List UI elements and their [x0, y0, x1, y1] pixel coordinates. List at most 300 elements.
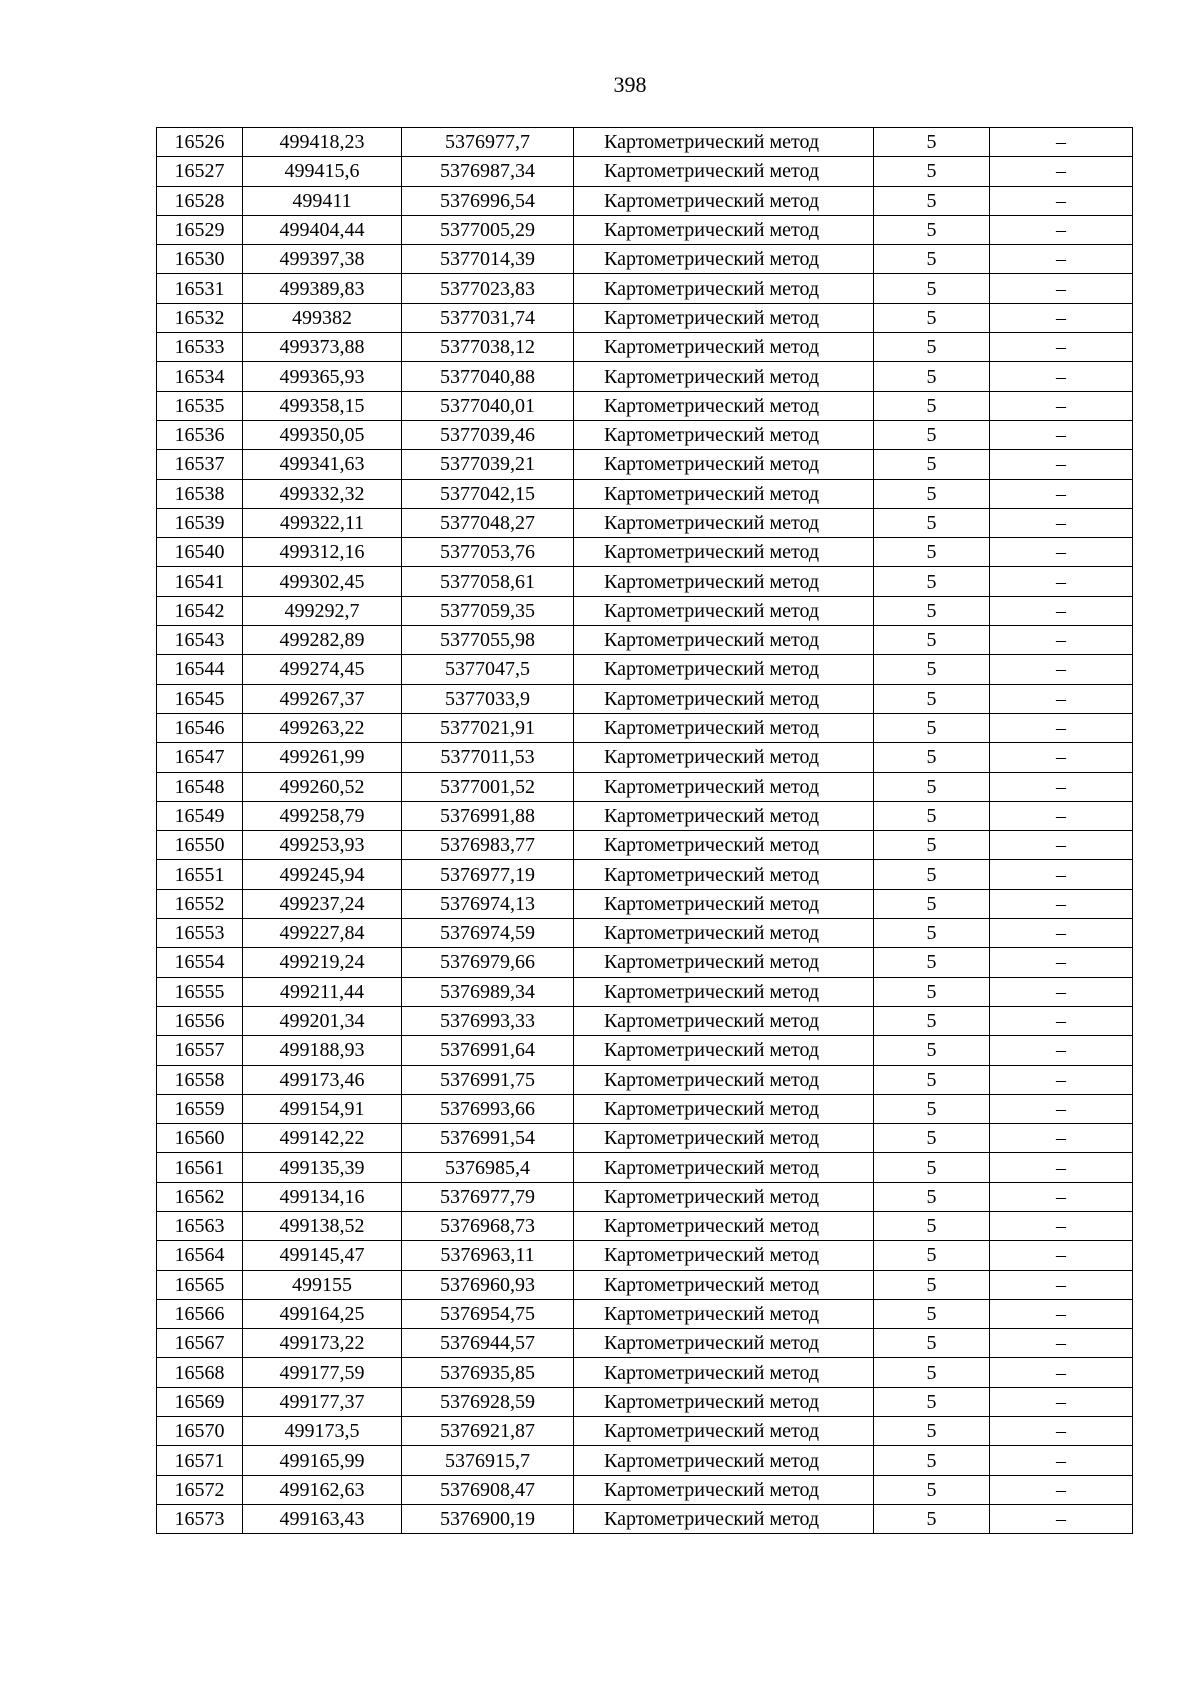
table-row — [157, 333, 1133, 362]
accuracy-cell: 5 — [874, 1417, 990, 1446]
coordinates-table — [156, 127, 1133, 1534]
accuracy-cell: 5 — [874, 567, 990, 596]
y-coordinate-cell: 5376935,85 — [402, 1358, 574, 1387]
note-cell: – — [990, 538, 1133, 567]
x-coordinate-cell: 499177,59 — [243, 1358, 402, 1387]
point-number-cell: 16535 — [157, 391, 243, 420]
point-number-cell: 16532 — [157, 303, 243, 332]
accuracy-cell: 5 — [874, 157, 990, 186]
x-coordinate-cell: 499418,23 — [243, 128, 402, 157]
table-row — [157, 215, 1133, 244]
accuracy-cell: 5 — [874, 1094, 990, 1123]
x-coordinate-cell: 499227,84 — [243, 919, 402, 948]
note-cell: – — [990, 333, 1133, 362]
method-cell: Картометрический метод — [574, 567, 874, 596]
x-coordinate-cell: 499260,52 — [243, 772, 402, 801]
method-cell: Картометрический метод — [574, 1241, 874, 1270]
table-row — [157, 157, 1133, 186]
table-row — [157, 567, 1133, 596]
point-number-cell: 16558 — [157, 1065, 243, 1094]
note-cell: – — [990, 128, 1133, 157]
accuracy-cell: 5 — [874, 479, 990, 508]
note-cell: – — [990, 1124, 1133, 1153]
accuracy-cell: 5 — [874, 538, 990, 567]
point-number-cell: 16537 — [157, 450, 243, 479]
method-cell: Картометрический метод — [574, 1387, 874, 1416]
method-cell: Картометрический метод — [574, 655, 874, 684]
accuracy-cell: 5 — [874, 1124, 990, 1153]
table-row — [157, 889, 1133, 918]
note-cell: – — [990, 684, 1133, 713]
method-cell: Картометрический метод — [574, 713, 874, 742]
x-coordinate-cell: 499135,39 — [243, 1153, 402, 1182]
accuracy-cell: 5 — [874, 801, 990, 830]
y-coordinate-cell: 5376977,79 — [402, 1182, 574, 1211]
point-number-cell: 16557 — [157, 1036, 243, 1065]
accuracy-cell: 5 — [874, 948, 990, 977]
accuracy-cell: 5 — [874, 1065, 990, 1094]
y-coordinate-cell: 5376928,59 — [402, 1387, 574, 1416]
table-row — [157, 420, 1133, 449]
y-coordinate-cell: 5376991,88 — [402, 801, 574, 830]
table-body — [157, 128, 1133, 1534]
method-cell: Картометрический метод — [574, 1270, 874, 1299]
table-row — [157, 860, 1133, 889]
method-cell: Картометрический метод — [574, 450, 874, 479]
accuracy-cell: 5 — [874, 831, 990, 860]
method-cell: Картометрический метод — [574, 684, 874, 713]
x-coordinate-cell: 499397,38 — [243, 245, 402, 274]
accuracy-cell: 5 — [874, 333, 990, 362]
method-cell: Картометрический метод — [574, 1475, 874, 1504]
accuracy-cell: 5 — [874, 772, 990, 801]
table-row — [157, 1358, 1133, 1387]
x-coordinate-cell: 499302,45 — [243, 567, 402, 596]
point-number-cell: 16526 — [157, 128, 243, 157]
table-row — [157, 713, 1133, 742]
method-cell: Картометрический метод — [574, 948, 874, 977]
table-row — [157, 919, 1133, 948]
accuracy-cell: 5 — [874, 713, 990, 742]
y-coordinate-cell: 5376974,59 — [402, 919, 574, 948]
method-cell: Картометрический метод — [574, 1211, 874, 1240]
x-coordinate-cell: 499312,16 — [243, 538, 402, 567]
method-cell: Картометрический метод — [574, 889, 874, 918]
x-coordinate-cell: 499237,24 — [243, 889, 402, 918]
note-cell: – — [990, 1358, 1133, 1387]
point-number-cell: 16544 — [157, 655, 243, 684]
x-coordinate-cell: 499261,99 — [243, 743, 402, 772]
x-coordinate-cell: 499341,63 — [243, 450, 402, 479]
note-cell: – — [990, 772, 1133, 801]
x-coordinate-cell: 499389,83 — [243, 274, 402, 303]
x-coordinate-cell: 499173,5 — [243, 1417, 402, 1446]
accuracy-cell: 5 — [874, 1241, 990, 1270]
accuracy-cell: 5 — [874, 919, 990, 948]
table-row — [157, 1182, 1133, 1211]
method-cell: Картометрический метод — [574, 1446, 874, 1475]
point-number-cell: 16571 — [157, 1446, 243, 1475]
table-row — [157, 626, 1133, 655]
note-cell: – — [990, 567, 1133, 596]
method-cell: Картометрический метод — [574, 860, 874, 889]
accuracy-cell: 5 — [874, 743, 990, 772]
method-cell: Картометрический метод — [574, 215, 874, 244]
y-coordinate-cell: 5376977,7 — [402, 128, 574, 157]
method-cell: Картометрический метод — [574, 1036, 874, 1065]
method-cell: Картометрический метод — [574, 1504, 874, 1533]
point-number-cell: 16559 — [157, 1094, 243, 1123]
note-cell: – — [990, 1299, 1133, 1328]
x-coordinate-cell: 499350,05 — [243, 420, 402, 449]
y-coordinate-cell: 5377048,27 — [402, 508, 574, 537]
x-coordinate-cell: 499162,63 — [243, 1475, 402, 1504]
y-coordinate-cell: 5376979,66 — [402, 948, 574, 977]
y-coordinate-cell: 5377011,53 — [402, 743, 574, 772]
accuracy-cell: 5 — [874, 391, 990, 420]
note-cell: – — [990, 1387, 1133, 1416]
note-cell: – — [990, 889, 1133, 918]
note-cell: – — [990, 1417, 1133, 1446]
note-cell: – — [990, 508, 1133, 537]
x-coordinate-cell: 499163,43 — [243, 1504, 402, 1533]
y-coordinate-cell: 5376996,54 — [402, 186, 574, 215]
y-coordinate-cell: 5377031,74 — [402, 303, 574, 332]
x-coordinate-cell: 499415,6 — [243, 157, 402, 186]
x-coordinate-cell: 499201,34 — [243, 1006, 402, 1035]
note-cell: – — [990, 1241, 1133, 1270]
point-number-cell: 16539 — [157, 508, 243, 537]
note-cell: – — [990, 977, 1133, 1006]
method-cell: Картометрический метод — [574, 128, 874, 157]
x-coordinate-cell: 499282,89 — [243, 626, 402, 655]
accuracy-cell: 5 — [874, 362, 990, 391]
x-coordinate-cell: 499219,24 — [243, 948, 402, 977]
point-number-cell: 16568 — [157, 1358, 243, 1387]
method-cell: Картометрический метод — [574, 1094, 874, 1123]
accuracy-cell: 5 — [874, 596, 990, 625]
point-number-cell: 16541 — [157, 567, 243, 596]
accuracy-cell: 5 — [874, 1153, 990, 1182]
point-number-cell: 16546 — [157, 713, 243, 742]
method-cell: Картометрический метод — [574, 274, 874, 303]
accuracy-cell: 5 — [874, 508, 990, 537]
x-coordinate-cell: 499373,88 — [243, 333, 402, 362]
method-cell: Картометрический метод — [574, 1006, 874, 1035]
note-cell: – — [990, 1211, 1133, 1240]
table-row — [157, 1417, 1133, 1446]
note-cell: – — [990, 1094, 1133, 1123]
method-cell: Картометрический метод — [574, 919, 874, 948]
point-number-cell: 16563 — [157, 1211, 243, 1240]
accuracy-cell: 5 — [874, 245, 990, 274]
accuracy-cell: 5 — [874, 450, 990, 479]
point-number-cell: 16527 — [157, 157, 243, 186]
point-number-cell: 16556 — [157, 1006, 243, 1035]
point-number-cell: 16560 — [157, 1124, 243, 1153]
table-row — [157, 479, 1133, 508]
point-number-cell: 16553 — [157, 919, 243, 948]
table-row — [157, 508, 1133, 537]
table-row — [157, 1065, 1133, 1094]
y-coordinate-cell: 5377059,35 — [402, 596, 574, 625]
y-coordinate-cell: 5377001,52 — [402, 772, 574, 801]
accuracy-cell: 5 — [874, 128, 990, 157]
table-row — [157, 1475, 1133, 1504]
point-number-cell: 16566 — [157, 1299, 243, 1328]
point-number-cell: 16567 — [157, 1329, 243, 1358]
method-cell: Картометрический метод — [574, 420, 874, 449]
accuracy-cell: 5 — [874, 1006, 990, 1035]
point-number-cell: 16534 — [157, 362, 243, 391]
accuracy-cell: 5 — [874, 1475, 990, 1504]
y-coordinate-cell: 5376900,19 — [402, 1504, 574, 1533]
y-coordinate-cell: 5377039,21 — [402, 450, 574, 479]
table-row — [157, 801, 1133, 830]
x-coordinate-cell: 499145,47 — [243, 1241, 402, 1270]
y-coordinate-cell: 5376993,33 — [402, 1006, 574, 1035]
accuracy-cell: 5 — [874, 977, 990, 1006]
note-cell: – — [990, 245, 1133, 274]
x-coordinate-cell: 499138,52 — [243, 1211, 402, 1240]
accuracy-cell: 5 — [874, 215, 990, 244]
y-coordinate-cell: 5377058,61 — [402, 567, 574, 596]
note-cell: – — [990, 1504, 1133, 1533]
point-number-cell: 16543 — [157, 626, 243, 655]
method-cell: Картометрический метод — [574, 772, 874, 801]
y-coordinate-cell: 5376908,47 — [402, 1475, 574, 1504]
point-number-cell: 16542 — [157, 596, 243, 625]
y-coordinate-cell: 5376954,75 — [402, 1299, 574, 1328]
table-row — [157, 948, 1133, 977]
y-coordinate-cell: 5376991,75 — [402, 1065, 574, 1094]
method-cell: Картометрический метод — [574, 1153, 874, 1182]
y-coordinate-cell: 5376974,13 — [402, 889, 574, 918]
x-coordinate-cell: 499245,94 — [243, 860, 402, 889]
y-coordinate-cell: 5376944,57 — [402, 1329, 574, 1358]
table-row — [157, 538, 1133, 567]
note-cell: – — [990, 831, 1133, 860]
note-cell: – — [990, 1006, 1133, 1035]
x-coordinate-cell: 499188,93 — [243, 1036, 402, 1065]
accuracy-cell: 5 — [874, 684, 990, 713]
note-cell: – — [990, 1065, 1133, 1094]
note-cell: – — [990, 655, 1133, 684]
y-coordinate-cell: 5377014,39 — [402, 245, 574, 274]
note-cell: – — [990, 1446, 1133, 1475]
table-row — [157, 1211, 1133, 1240]
table-row — [157, 1299, 1133, 1328]
y-coordinate-cell: 5377053,76 — [402, 538, 574, 567]
table-row — [157, 684, 1133, 713]
method-cell: Картометрический метод — [574, 479, 874, 508]
table-row — [157, 245, 1133, 274]
y-coordinate-cell: 5377047,5 — [402, 655, 574, 684]
table-row — [157, 1036, 1133, 1065]
point-number-cell: 16548 — [157, 772, 243, 801]
note-cell: – — [990, 1036, 1133, 1065]
note-cell: – — [990, 743, 1133, 772]
method-cell: Картометрический метод — [574, 1299, 874, 1328]
method-cell: Картометрический метод — [574, 186, 874, 215]
table-row — [157, 743, 1133, 772]
method-cell: Картометрический метод — [574, 596, 874, 625]
accuracy-cell: 5 — [874, 1211, 990, 1240]
note-cell: – — [990, 215, 1133, 244]
accuracy-cell: 5 — [874, 1504, 990, 1533]
note-cell: – — [990, 362, 1133, 391]
x-coordinate-cell: 499274,45 — [243, 655, 402, 684]
point-number-cell: 16554 — [157, 948, 243, 977]
y-coordinate-cell: 5377023,83 — [402, 274, 574, 303]
method-cell: Картометрический метод — [574, 333, 874, 362]
x-coordinate-cell: 499165,99 — [243, 1446, 402, 1475]
point-number-cell: 16551 — [157, 860, 243, 889]
method-cell: Картометрический метод — [574, 1358, 874, 1387]
y-coordinate-cell: 5376987,34 — [402, 157, 574, 186]
x-coordinate-cell: 499411 — [243, 186, 402, 215]
y-coordinate-cell: 5377040,88 — [402, 362, 574, 391]
note-cell: – — [990, 157, 1133, 186]
note-cell: – — [990, 274, 1133, 303]
point-number-cell: 16565 — [157, 1270, 243, 1299]
note-cell: – — [990, 420, 1133, 449]
method-cell: Картометрический метод — [574, 831, 874, 860]
x-coordinate-cell: 499292,7 — [243, 596, 402, 625]
accuracy-cell: 5 — [874, 186, 990, 215]
note-cell: – — [990, 303, 1133, 332]
y-coordinate-cell: 5377055,98 — [402, 626, 574, 655]
y-coordinate-cell: 5376993,66 — [402, 1094, 574, 1123]
y-coordinate-cell: 5376960,93 — [402, 1270, 574, 1299]
x-coordinate-cell: 499211,44 — [243, 977, 402, 1006]
point-number-cell: 16547 — [157, 743, 243, 772]
accuracy-cell: 5 — [874, 1358, 990, 1387]
accuracy-cell: 5 — [874, 1329, 990, 1358]
x-coordinate-cell: 499322,11 — [243, 508, 402, 537]
accuracy-cell: 5 — [874, 1270, 990, 1299]
table-row — [157, 274, 1133, 303]
note-cell: – — [990, 860, 1133, 889]
point-number-cell: 16529 — [157, 215, 243, 244]
y-coordinate-cell: 5376983,77 — [402, 831, 574, 860]
accuracy-cell: 5 — [874, 420, 990, 449]
x-coordinate-cell: 499332,32 — [243, 479, 402, 508]
x-coordinate-cell: 499155 — [243, 1270, 402, 1299]
point-number-cell: 16561 — [157, 1153, 243, 1182]
point-number-cell: 16530 — [157, 245, 243, 274]
point-number-cell: 16552 — [157, 889, 243, 918]
point-number-cell: 16538 — [157, 479, 243, 508]
note-cell: – — [990, 1153, 1133, 1182]
accuracy-cell: 5 — [874, 303, 990, 332]
y-coordinate-cell: 5377042,15 — [402, 479, 574, 508]
accuracy-cell: 5 — [874, 1182, 990, 1211]
point-number-cell: 16550 — [157, 831, 243, 860]
y-coordinate-cell: 5376991,54 — [402, 1124, 574, 1153]
x-coordinate-cell: 499358,15 — [243, 391, 402, 420]
method-cell: Картометрический метод — [574, 362, 874, 391]
table-row — [157, 303, 1133, 332]
accuracy-cell: 5 — [874, 1036, 990, 1065]
point-number-cell: 16531 — [157, 274, 243, 303]
method-cell: Картометрический метод — [574, 157, 874, 186]
note-cell: – — [990, 626, 1133, 655]
table-row — [157, 655, 1133, 684]
x-coordinate-cell: 499267,37 — [243, 684, 402, 713]
y-coordinate-cell: 5376968,73 — [402, 1211, 574, 1240]
method-cell: Картометрический метод — [574, 801, 874, 830]
accuracy-cell: 5 — [874, 860, 990, 889]
table-row — [157, 128, 1133, 157]
point-number-cell: 16545 — [157, 684, 243, 713]
point-number-cell: 16573 — [157, 1504, 243, 1533]
point-number-cell: 16528 — [157, 186, 243, 215]
point-number-cell: 16570 — [157, 1417, 243, 1446]
accuracy-cell: 5 — [874, 626, 990, 655]
note-cell: – — [990, 801, 1133, 830]
point-number-cell: 16555 — [157, 977, 243, 1006]
note-cell: – — [990, 596, 1133, 625]
accuracy-cell: 5 — [874, 889, 990, 918]
x-coordinate-cell: 499258,79 — [243, 801, 402, 830]
y-coordinate-cell: 5377040,01 — [402, 391, 574, 420]
y-coordinate-cell: 5376985,4 — [402, 1153, 574, 1182]
method-cell: Картометрический метод — [574, 1182, 874, 1211]
table-row — [157, 977, 1133, 1006]
method-cell: Картометрический метод — [574, 1329, 874, 1358]
point-number-cell: 16569 — [157, 1387, 243, 1416]
note-cell: – — [990, 1270, 1133, 1299]
method-cell: Картометрический метод — [574, 1065, 874, 1094]
note-cell: – — [990, 479, 1133, 508]
page-number: 398 — [613, 72, 647, 97]
method-cell: Картометрический метод — [574, 303, 874, 332]
method-cell: Картометрический метод — [574, 743, 874, 772]
y-coordinate-cell: 5376991,64 — [402, 1036, 574, 1065]
x-coordinate-cell: 499173,22 — [243, 1329, 402, 1358]
y-coordinate-cell: 5376977,19 — [402, 860, 574, 889]
note-cell: – — [990, 1475, 1133, 1504]
y-coordinate-cell: 5376921,87 — [402, 1417, 574, 1446]
x-coordinate-cell: 499253,93 — [243, 831, 402, 860]
accuracy-cell: 5 — [874, 1446, 990, 1475]
table-row — [157, 1504, 1133, 1533]
y-coordinate-cell: 5377033,9 — [402, 684, 574, 713]
table-row — [157, 450, 1133, 479]
table-row — [157, 362, 1133, 391]
x-coordinate-cell: 499263,22 — [243, 713, 402, 742]
method-cell: Картометрический метод — [574, 391, 874, 420]
point-number-cell: 16572 — [157, 1475, 243, 1504]
x-coordinate-cell: 499404,44 — [243, 215, 402, 244]
table-row — [157, 186, 1133, 215]
y-coordinate-cell: 5377038,12 — [402, 333, 574, 362]
x-coordinate-cell: 499173,46 — [243, 1065, 402, 1094]
table-row — [157, 1006, 1133, 1035]
method-cell: Картометрический метод — [574, 508, 874, 537]
y-coordinate-cell: 5377005,29 — [402, 215, 574, 244]
table-row — [157, 1270, 1133, 1299]
table-row — [157, 391, 1133, 420]
y-coordinate-cell: 5377039,46 — [402, 420, 574, 449]
y-coordinate-cell: 5376989,34 — [402, 977, 574, 1006]
table-row — [157, 1124, 1133, 1153]
note-cell: – — [990, 713, 1133, 742]
method-cell: Картометрический метод — [574, 1417, 874, 1446]
note-cell: – — [990, 1329, 1133, 1358]
method-cell: Картометрический метод — [574, 626, 874, 655]
